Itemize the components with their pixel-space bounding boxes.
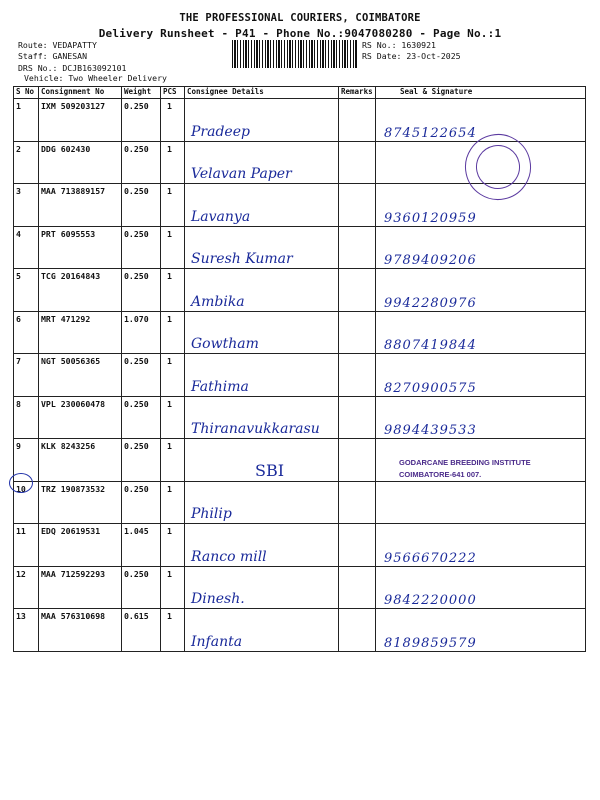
row-remarks [339, 439, 376, 482]
row-pcs: 1 [161, 609, 185, 652]
route-label: Route: VEDAPATTY [18, 40, 97, 50]
row-consignee-cell [185, 141, 339, 184]
barcode [232, 40, 358, 68]
row-consignee-cell [185, 481, 339, 524]
drs-label: DRS No.: DCJB163092101 [18, 63, 127, 73]
col-consignee: Consignee Details [185, 87, 339, 99]
row-signature-cell [376, 226, 586, 269]
rs-date: RS Date: 23-Oct-2025 [362, 51, 461, 61]
row-sno: 13 [14, 609, 39, 652]
row-pcs: 1 [161, 481, 185, 524]
row-pcs: 1 [161, 99, 185, 142]
row-remarks [339, 226, 376, 269]
row-signature-cell [376, 524, 586, 567]
consignee-handwriting: Pradeep [191, 123, 250, 140]
row-consignment-no: MRT 471292 [39, 311, 122, 354]
row-consignment-no: NGT 50056365 [39, 354, 122, 397]
row-weight: 0.250 [122, 99, 161, 142]
row-weight: 0.250 [122, 226, 161, 269]
row-weight: 0.250 [122, 481, 161, 524]
row-remarks [339, 524, 376, 567]
signature-handwriting: 9894439533 [384, 423, 477, 438]
vehicle-label: Vehicle: Two Wheeler Delivery [24, 73, 167, 83]
row-signature-cell [376, 99, 586, 142]
row-consignment-no: MAA 713889157 [39, 184, 122, 227]
row-sno: 12 [14, 566, 39, 609]
row-consignee-cell [185, 524, 339, 567]
signature-handwriting: 8745122654 [384, 125, 477, 141]
row-weight: 1.070 [122, 311, 161, 354]
row-10-circle-mark [9, 473, 33, 493]
rs-number: RS No.: 1630921 [362, 40, 436, 50]
row-consignment-no: IXM 509203127 [39, 99, 122, 142]
table-row [14, 269, 586, 312]
row-weight: 1.045 [122, 524, 161, 567]
signature-handwriting: 9360120959 [384, 210, 477, 226]
row-remarks [339, 354, 376, 397]
row-weight: 0.250 [122, 396, 161, 439]
row-sno: 6 [14, 311, 39, 354]
row-consignment-no: PRT 6095553 [39, 226, 122, 269]
consignee-handwriting: Fathima [191, 378, 249, 395]
table-row [14, 609, 586, 652]
row-consignment-no: MAA 712592293 [39, 566, 122, 609]
row-pcs: 1 [161, 141, 185, 184]
consignee-handwriting: Lavanya [191, 208, 251, 225]
row-consignment-no: MAA 576310698 [39, 609, 122, 652]
row-consignee-cell [185, 184, 339, 227]
row-remarks [339, 311, 376, 354]
row-weight: 0.250 [122, 354, 161, 397]
row-sno: 3 [14, 184, 39, 227]
table-row [14, 354, 586, 397]
row-consignee-cell [185, 609, 339, 652]
row-pcs: 1 [161, 311, 185, 354]
col-weight: Weight [122, 87, 161, 99]
col-signature: Seal & Signature [376, 87, 586, 99]
row-signature-cell [376, 311, 586, 354]
row-signature-cell [376, 354, 586, 397]
signature-handwriting: 8807419844 [384, 338, 477, 353]
signature-handwriting: 8189859579 [384, 635, 477, 651]
row-sno: 9 [14, 439, 39, 482]
row-weight: 0.250 [122, 269, 161, 312]
signature-handwriting: 9842220000 [384, 593, 477, 608]
row-sno: 1 [14, 99, 39, 142]
consignee-handwriting: Suresh Kumar [191, 251, 293, 267]
row-consignment-no: EDQ 20619531 [39, 524, 122, 567]
row-remarks [339, 481, 376, 524]
row-signature-cell [376, 396, 586, 439]
row-consignee-cell [185, 311, 339, 354]
row-remarks [339, 269, 376, 312]
row-consignment-no: VPL 230060478 [39, 396, 122, 439]
row-weight: 0.615 [122, 609, 161, 652]
consignee-handwriting: Philip [191, 506, 232, 522]
row-consignee-cell [185, 226, 339, 269]
row-weight: 0.250 [122, 141, 161, 184]
row-signature-cell [376, 566, 586, 609]
consignee-handwriting: Dinesh. [191, 591, 245, 607]
row-pcs: 1 [161, 184, 185, 227]
row-pcs: 1 [161, 354, 185, 397]
company-title: THE PROFESSIONAL COURIERS, COIMBATORE [179, 12, 421, 24]
consignee-handwriting: Infanta [191, 633, 243, 650]
col-remarks: Remarks [339, 87, 376, 99]
row-consignment-no: TRZ 190873532 [39, 481, 122, 524]
row-remarks [339, 141, 376, 184]
consignee-handwriting: Ambika [191, 293, 245, 310]
row-remarks [339, 99, 376, 142]
row-sno: 7 [14, 354, 39, 397]
row-consignment-no: DDG 602430 [39, 141, 122, 184]
runsheet-title: Delivery Runsheet - P41 - Phone No.:9047080280 - Page No.:1 [98, 27, 502, 40]
table-row [14, 311, 586, 354]
row-remarks [339, 184, 376, 227]
consignee-handwriting: Gowtham [191, 336, 259, 352]
row-consignee-cell [185, 566, 339, 609]
stamp-line-1: GODARCANE BREEDING INSTITUTE [399, 458, 531, 467]
table-header-row [14, 87, 586, 99]
consignee-handwriting: Ranco mill [191, 548, 267, 565]
row-sno: 11 [14, 524, 39, 567]
row-weight: 0.250 [122, 439, 161, 482]
row-sno: 5 [14, 269, 39, 312]
row-consignee-cell [185, 439, 339, 482]
row-pcs: 1 [161, 269, 185, 312]
row-pcs: 1 [161, 524, 185, 567]
row-pcs: 1 [161, 439, 185, 482]
signature-handwriting: 8270900575 [384, 380, 477, 396]
table-row [14, 226, 586, 269]
row-pcs: 1 [161, 226, 185, 269]
row-remarks [339, 396, 376, 439]
row-pcs: 1 [161, 396, 185, 439]
row-signature-cell [376, 609, 586, 652]
stamp-line-2: COIMBATORE-641 007. [399, 470, 482, 479]
row-consignee-cell [185, 354, 339, 397]
row-consignment-no: KLK 8243256 [39, 439, 122, 482]
staff-label: Staff: GANESAN [18, 51, 88, 61]
signature-handwriting: 9789409206 [384, 253, 477, 268]
row-remarks [339, 566, 376, 609]
row-sno: 10 [14, 481, 39, 524]
col-consignment: Consignment No [39, 87, 122, 99]
signature-handwriting: 9566670222 [384, 550, 477, 566]
consignee-handwriting: SBI [255, 460, 285, 480]
row-weight: 0.250 [122, 566, 161, 609]
table-row [14, 524, 586, 567]
row-consignee-cell [185, 99, 339, 142]
row-signature-cell [376, 269, 586, 312]
table-row [14, 566, 586, 609]
table-row [14, 481, 586, 524]
consignee-handwriting: Thiranavukkarasu [191, 421, 320, 437]
row-sno: 2 [14, 141, 39, 184]
row-remarks [339, 609, 376, 652]
row-signature-cell [376, 481, 586, 524]
signature-handwriting: 9942280976 [384, 295, 477, 311]
row-consignee-cell [185, 269, 339, 312]
row-consignee-cell [185, 396, 339, 439]
col-pcs: PCS [161, 87, 185, 99]
consignee-handwriting: Velavan Paper [191, 166, 292, 182]
row-weight: 0.250 [122, 184, 161, 227]
col-sno: S No [14, 87, 39, 99]
row-sno: 4 [14, 226, 39, 269]
row-sno: 8 [14, 396, 39, 439]
row-pcs: 1 [161, 566, 185, 609]
row-consignment-no: TCG 20164843 [39, 269, 122, 312]
table-row [14, 396, 586, 439]
